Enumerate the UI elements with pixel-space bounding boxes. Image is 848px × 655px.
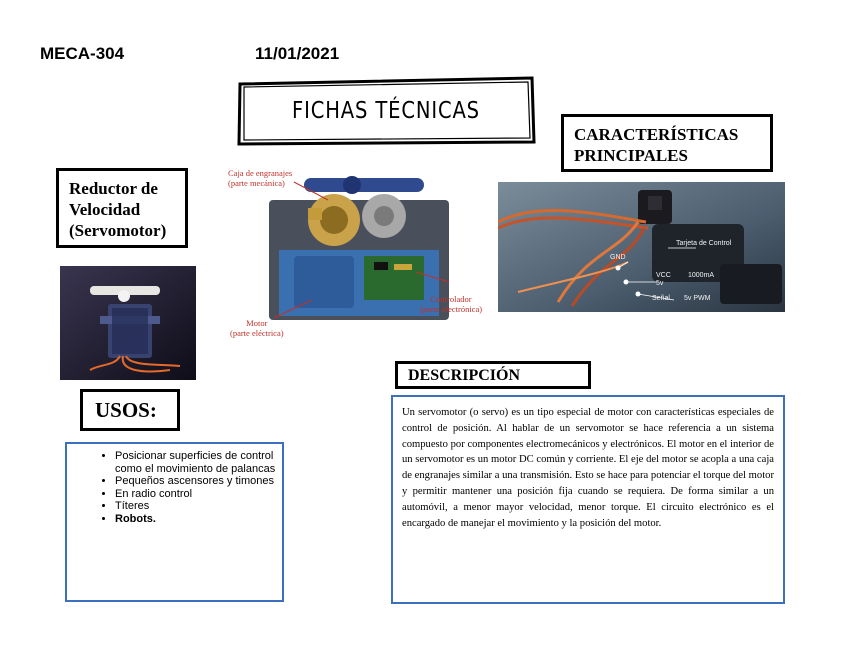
photo-label-senal: Señal: [652, 295, 670, 302]
reductor-heading: Reductor de Velocidad (Servomotor): [56, 168, 188, 248]
caracteristicas-heading: CARACTERÍSTICAS PRINCIPALES: [561, 114, 773, 172]
usos-item: • Pequeños ascensores y timones: [115, 475, 282, 488]
document-date: 11/01/2021: [255, 44, 340, 63]
usos-item: • Posicionar superficies de control como el movimiento de palancas: [115, 450, 282, 475]
descripcion-text: Un servomotor (o servo) es un tipo especial de motor con características especiales de control de posición. Al hablar de un servomotor se hace referencia a un sistema compuesto por componentes electromecánicos y electrónicos. El motor en el interior de un servomotor es un motor DC común y corriente. El eje del motor se acopla a una caja de engranajes similar a una transmisión. Esto se hace para potenciar el torque del motor y permitir mantener una posición fija cuando se requiera. De forma similar a un automóvil, a menor mayor velocidad, menor torque. El circuito electrónico es el encargado de manejar el movimiento y la posición del motor.: [391, 395, 785, 604]
control-card-image: [498, 182, 785, 312]
course-code: MECA-304: [40, 44, 125, 63]
page-title: FICHAS TÉCNICAS: [292, 98, 480, 124]
photo-label-current: 1000mA: [688, 272, 715, 279]
usos-item: • En radio control: [115, 488, 282, 501]
usos-heading: USOS:: [80, 389, 180, 431]
usos-list: [67, 450, 282, 525]
title-box: [236, 76, 536, 146]
diagram-label-motor: Motor (parte eléctrica): [230, 318, 284, 338]
usos-item: • Robots.: [115, 513, 282, 526]
control-card-photo: [498, 182, 785, 312]
diagram-label-controlador: Controlador (parte electrónica): [420, 294, 483, 314]
photo-label-vcc: VCC 5v: [656, 272, 671, 287]
descripcion-heading: DESCRIPCIÓN: [395, 361, 591, 389]
servo-diagram: [224, 160, 494, 360]
photo-label-pwm: 5v PWM: [684, 295, 711, 302]
photo-label-gnd: GND: [610, 254, 626, 261]
servo-photo: [60, 266, 196, 380]
usos-item: • Títeres: [115, 500, 282, 513]
usos-list-box: [65, 442, 284, 602]
photo-label-tarjeta: Tarjeta de Control: [676, 240, 732, 247]
servo-photo-image: [60, 266, 196, 380]
diagram-label-caja: Caja de engranajes (parte mecánica): [228, 168, 293, 188]
